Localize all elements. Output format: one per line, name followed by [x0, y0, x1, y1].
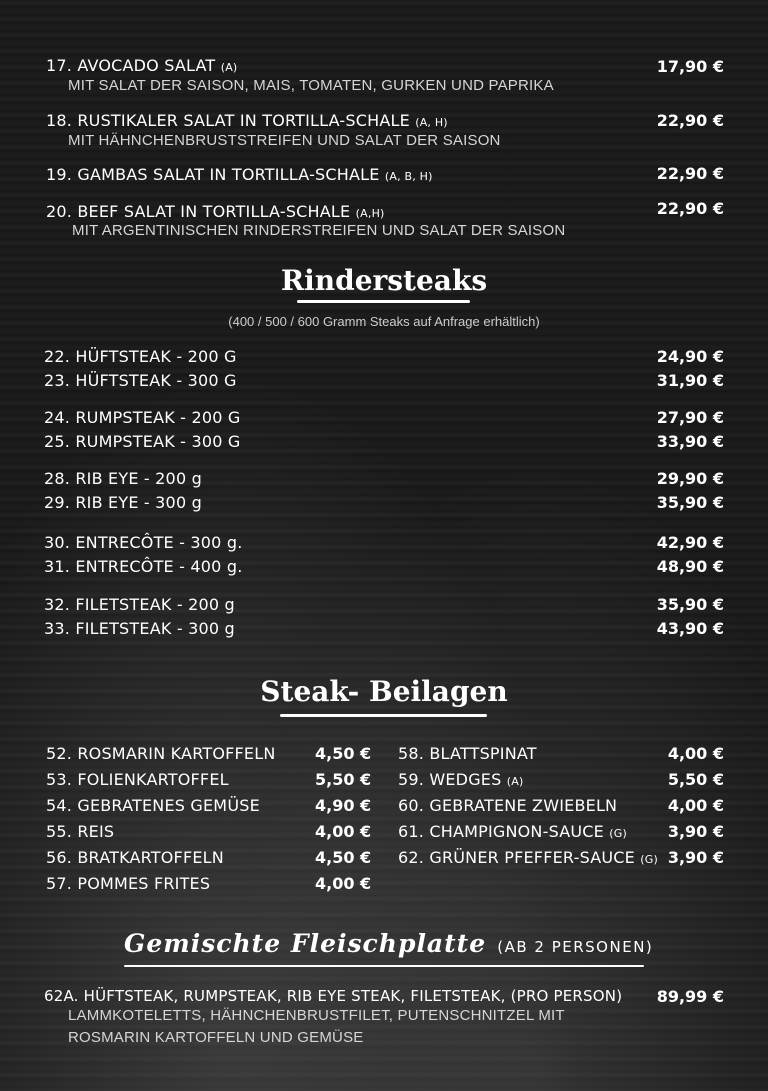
steak-item	[44, 557, 242, 576]
side-item-allergens: (G)	[640, 853, 658, 866]
side-item-price: 3,90 €	[667, 822, 724, 841]
title-underline	[280, 714, 487, 717]
side-item	[46, 770, 229, 789]
side-item-name: FOLIENKARTOFFEL	[77, 770, 229, 789]
steak-item	[44, 371, 237, 390]
side-item-price: 4,00 €	[315, 822, 372, 841]
menu-item-62a-desc-2: ROSMARIN KARTOFFELN UND GEMÜSE	[68, 1029, 364, 1046]
side-item-allergens: (G)	[609, 827, 627, 840]
steak-item-number: 24.	[44, 408, 71, 427]
title-underline	[297, 300, 470, 303]
menu-item-19: 19. GAMBAS SALAT IN TORTILLA-SCHALE (A, B, H)	[46, 165, 433, 184]
steak-item-name: FILETSTEAK - 200 g	[75, 595, 235, 614]
steak-item	[44, 432, 240, 451]
menu-item-18-price: 22,90 €	[656, 111, 724, 130]
steak-item-name: HÜFTSTEAK - 200 G	[75, 347, 237, 366]
side-item-number: 54.	[46, 796, 73, 815]
steak-item	[44, 347, 237, 366]
side-item-price: 4,00 €	[667, 744, 724, 763]
side-item-name: GRÜNER PFEFFER-SAUCE	[429, 848, 635, 867]
steak-item-number: 28.	[44, 469, 71, 488]
steak-item	[44, 533, 242, 552]
menu-item-17-price: 17,90 €	[656, 57, 724, 76]
steak-item-number: 32.	[44, 595, 71, 614]
steak-item-name: HÜFTSTEAK - 300 G	[75, 371, 237, 390]
steak-size-note: (400 / 500 / 600 Gramm Steaks auf Anfrage erhältlich)	[228, 314, 540, 329]
side-item	[46, 822, 114, 841]
side-item-number: 61.	[398, 822, 425, 841]
menu-item-17-desc: MIT SALAT DER SAISON, MAIS, TOMATEN, GURKEN UND PAPRIKA	[68, 77, 554, 94]
side-item-price: 5,50 €	[667, 770, 724, 789]
side-item-name: BRATKARTOFFELN	[77, 848, 224, 867]
side-item-price: 4,50 €	[315, 848, 372, 867]
steak-item-name: ENTRECÔTE - 400 g.	[75, 557, 243, 576]
side-item-number: 58.	[398, 744, 425, 763]
side-item-number: 60.	[398, 796, 425, 815]
side-item	[46, 796, 260, 815]
menu-item-20-price: 22,90 €	[656, 199, 724, 218]
menu-item-18: 18. RUSTIKALER SALAT IN TORTILLA-SCHALE (A, H)	[46, 111, 448, 130]
steak-item-number: 31.	[44, 557, 71, 576]
side-item-price: 4,00 €	[667, 796, 724, 815]
side-item-name: GEBRATENES GEMÜSE	[77, 796, 260, 815]
side-item-number: 56.	[46, 848, 73, 867]
steak-item	[44, 619, 235, 638]
side-item-allergens: (A)	[506, 775, 524, 788]
menu-item-20-desc: MIT ARGENTINISCHEN RINDERSTREIFEN UND SALAT DER SAISON	[72, 222, 566, 239]
side-item-price: 4,90 €	[315, 796, 372, 815]
side-item	[46, 744, 276, 763]
steak-item-price: 27,90 €	[656, 408, 724, 427]
steak-item-price: 33,90 €	[656, 432, 724, 451]
section-title-platte	[124, 929, 653, 958]
section-title-rindersteaks: Rindersteaks	[280, 264, 488, 297]
side-item-number: 59.	[398, 770, 425, 789]
side-item	[46, 874, 210, 893]
side-item-price: 4,00 €	[315, 874, 372, 893]
side-item-price: 4,50 €	[315, 744, 372, 763]
steak-item-name: RUMPSTEAK - 300 G	[75, 432, 241, 451]
steak-item-number: 22.	[44, 347, 71, 366]
steak-item-name: FILETSTEAK - 300 g	[75, 619, 235, 638]
side-item-name: GEBRATENE ZWIEBELN	[429, 796, 618, 815]
steak-item-price: 35,90 €	[656, 595, 724, 614]
menu-item-62a-desc-1: LAMMKOTELETTS, HÄHNCHENBRUSTFILET, PUTENSCHNITZEL MIT	[68, 1007, 565, 1024]
platte-title: Gemischte Fleischplatte	[124, 929, 487, 958]
steak-item-price: 31,90 €	[656, 371, 724, 390]
steak-item-number: 33.	[44, 619, 71, 638]
side-item-name: REIS	[77, 822, 115, 841]
steak-item-price: 43,90 €	[656, 619, 724, 638]
steak-item-price: 48,90 €	[656, 557, 724, 576]
side-item	[398, 770, 523, 789]
side-item	[398, 744, 537, 763]
steak-item	[44, 595, 235, 614]
steak-item-name: ENTRECÔTE - 300 g.	[75, 533, 243, 552]
steak-item-name: RIB EYE - 300 g	[75, 493, 202, 512]
side-item-name: CHAMPIGNON-SAUCE	[429, 822, 604, 841]
steak-item-price: 35,90 €	[656, 493, 724, 512]
steak-item	[44, 469, 202, 488]
steak-item-price: 24,90 €	[656, 347, 724, 366]
side-item	[398, 796, 617, 815]
menu-item-20: 20. BEEF SALAT IN TORTILLA-SCHALE (A,H)	[46, 202, 385, 221]
steak-item-number: 29.	[44, 493, 71, 512]
side-item-name: POMMES FRITES	[77, 874, 211, 893]
side-item	[398, 822, 627, 841]
title-underline	[124, 965, 644, 967]
side-item	[46, 848, 224, 867]
steak-item-name: RIB EYE - 200 g	[75, 469, 202, 488]
side-item-name: WEDGES	[429, 770, 502, 789]
menu-item-19-price: 22,90 €	[656, 164, 724, 183]
side-item-number: 62.	[398, 848, 425, 867]
side-item	[398, 848, 658, 867]
menu-item-17: 17. AVOCADO SALAT (A)	[46, 56, 238, 75]
menu-item-62a-price: 89,99 €	[656, 987, 724, 1006]
section-title-beilagen: Steak- Beilagen	[260, 675, 508, 708]
side-item-price: 3,90 €	[667, 848, 724, 867]
menu-item-18-desc: MIT HÄHNCHENBRUSTSTREIFEN UND SALAT DER SAISON	[68, 132, 501, 149]
steak-item-name: RUMPSTEAK - 200 G	[75, 408, 241, 427]
side-item-price: 5,50 €	[315, 770, 372, 789]
steak-item-number: 23.	[44, 371, 71, 390]
steak-item-number: 25.	[44, 432, 71, 451]
steak-item-number: 30.	[44, 533, 71, 552]
side-item-name: BLATTSPINAT	[429, 744, 537, 763]
side-item-number: 52.	[46, 744, 73, 763]
steak-item	[44, 493, 202, 512]
side-item-name: ROSMARIN KARTOFFELN	[77, 744, 276, 763]
side-item-number: 53.	[46, 770, 73, 789]
side-item-number: 57.	[46, 874, 73, 893]
platte-subtitle: (AB 2 PERSONEN)	[497, 938, 654, 956]
menu-item-62a: 62A. HÜFTSTEAK, RUMPSTEAK, RIB EYE STEAK, FILETSTEAK, (PRO PERSON)	[44, 987, 623, 1005]
steak-item	[44, 408, 240, 427]
steak-item-price: 29,90 €	[656, 469, 724, 488]
side-item-number: 55.	[46, 822, 73, 841]
steak-item-price: 42,90 €	[656, 533, 724, 552]
